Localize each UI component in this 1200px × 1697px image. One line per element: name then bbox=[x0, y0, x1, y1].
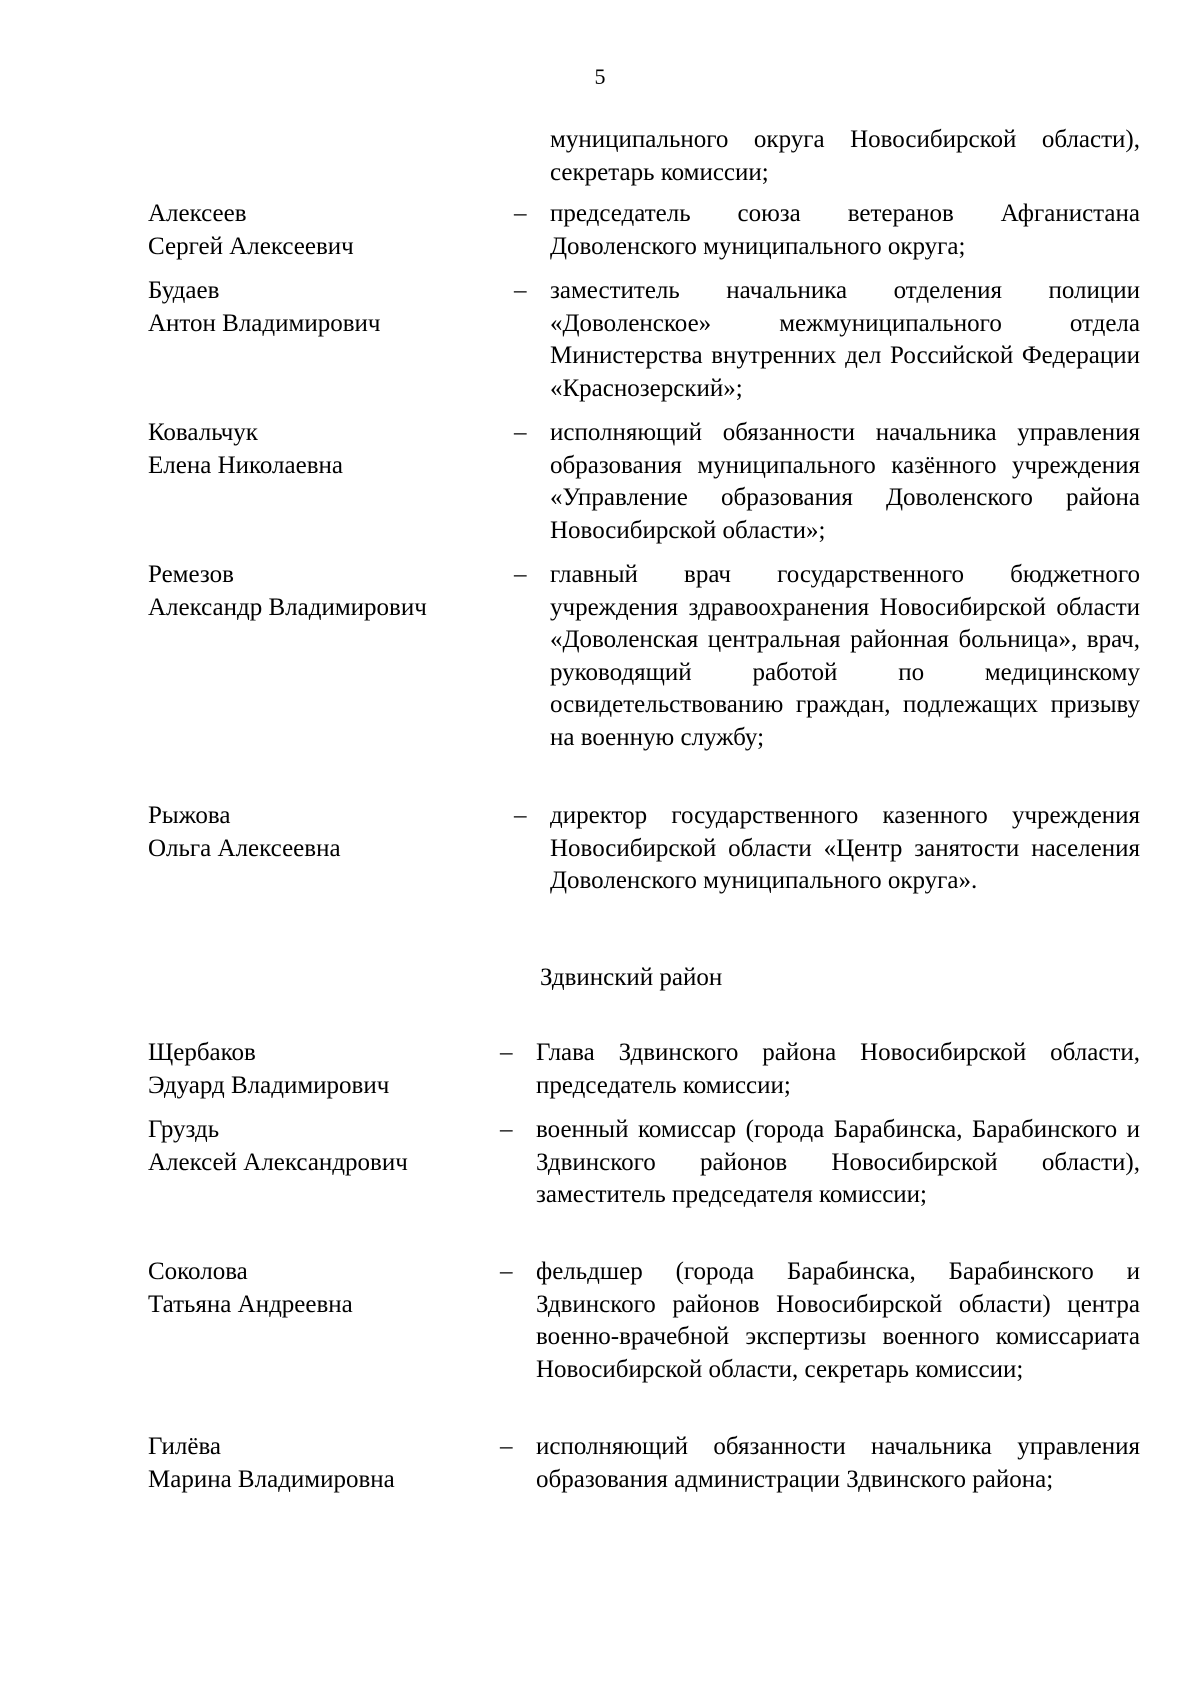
member-given-names: Ольга Алексеевна bbox=[148, 834, 341, 862]
continuation-text: муниципального округа Новосибирской области), секретарь комиссии; bbox=[550, 126, 1140, 186]
member-description: Глава Здвинского района Новосибирской области, председатель комиссии; bbox=[536, 1039, 1140, 1099]
member-name bbox=[148, 559, 488, 624]
member-given-names: Марина Владимировна bbox=[148, 1465, 395, 1493]
member-dash: – bbox=[500, 1433, 513, 1460]
member-name bbox=[148, 1431, 488, 1496]
member-given-names: Эдуард Владимирович bbox=[148, 1071, 390, 1099]
member-surname: Алексеев bbox=[148, 200, 247, 227]
member-surname: Ковальчук bbox=[148, 419, 258, 446]
section-heading: Здвинский район bbox=[540, 964, 723, 991]
member-name bbox=[148, 1037, 488, 1102]
member-dash: – bbox=[514, 561, 527, 588]
member-description: заместитель начальника отделения полиции «Доволенское» межмуниципального отдела Министерства внутренних дел Российской Федерации «Краснозерский»; bbox=[550, 277, 1140, 402]
member-name bbox=[148, 800, 488, 865]
member-name bbox=[148, 198, 488, 263]
member-dash: – bbox=[514, 419, 527, 446]
member-given-names: Татьяна Андреевна bbox=[148, 1290, 353, 1318]
member-given-names: Алексей Александрович bbox=[148, 1148, 408, 1176]
member-name bbox=[148, 417, 488, 482]
member-dash: – bbox=[500, 1039, 513, 1066]
member-given-names: Александр Владимирович bbox=[148, 593, 427, 621]
member-name bbox=[148, 1256, 488, 1321]
member-surname: Груздь bbox=[148, 1116, 220, 1143]
page-number: 5 bbox=[594, 64, 606, 89]
member-surname: Ремезов bbox=[148, 561, 234, 588]
member-given-names: Сергей Алексеевич bbox=[148, 232, 354, 260]
member-surname: Щербаков bbox=[148, 1039, 256, 1066]
member-name bbox=[148, 1114, 488, 1179]
member-description: директор государственного казенного учреждения Новосибирской области «Центр занятости населения Доволенского муниципального округа». bbox=[550, 802, 1140, 894]
member-surname: Будаев bbox=[148, 277, 220, 304]
member-dash: – bbox=[514, 277, 527, 304]
member-surname: Гилёва bbox=[148, 1433, 222, 1460]
member-given-names: Елена Николаевна bbox=[148, 451, 343, 479]
member-name bbox=[148, 275, 488, 340]
member-description: военный комиссар (города Барабинска, Барабинского и Здвинского районов Новосибирской области), заместитель председателя комиссии; bbox=[536, 1116, 1140, 1208]
member-description: главный врач государственного бюджетного учреждения здравоохранения Новосибирской области «Доволенская центральная районная больница», врач, руководящий работой по медицинскому освидетельствованию граждан, подлежащих призыву на военную службу; bbox=[550, 561, 1140, 751]
member-dash: – bbox=[500, 1116, 513, 1143]
member-surname: Рыжова bbox=[148, 802, 231, 829]
member-given-names: Антон Владимирович bbox=[148, 309, 381, 337]
member-dash: – bbox=[514, 802, 527, 829]
member-surname: Соколова bbox=[148, 1258, 248, 1285]
member-dash: – bbox=[500, 1258, 513, 1285]
member-dash: – bbox=[514, 200, 527, 227]
member-description: исполняющий обязанности начальника управления образования муниципального казённого учреждения «Управление образования Доволенского района Новосибирской области»; bbox=[550, 419, 1140, 544]
member-description: исполняющий обязанности начальника управления образования администрации Здвинского района; bbox=[536, 1433, 1140, 1493]
member-description: председатель союза ветеранов Афганистана Доволенского муниципального округа; bbox=[550, 200, 1140, 260]
member-description: фельдшер (города Барабинска, Барабинского и Здвинского районов Новосибирской области) центра военно-врачебной экспертизы военного комиссариата Новосибирской области, секретарь комиссии; bbox=[536, 1258, 1140, 1383]
